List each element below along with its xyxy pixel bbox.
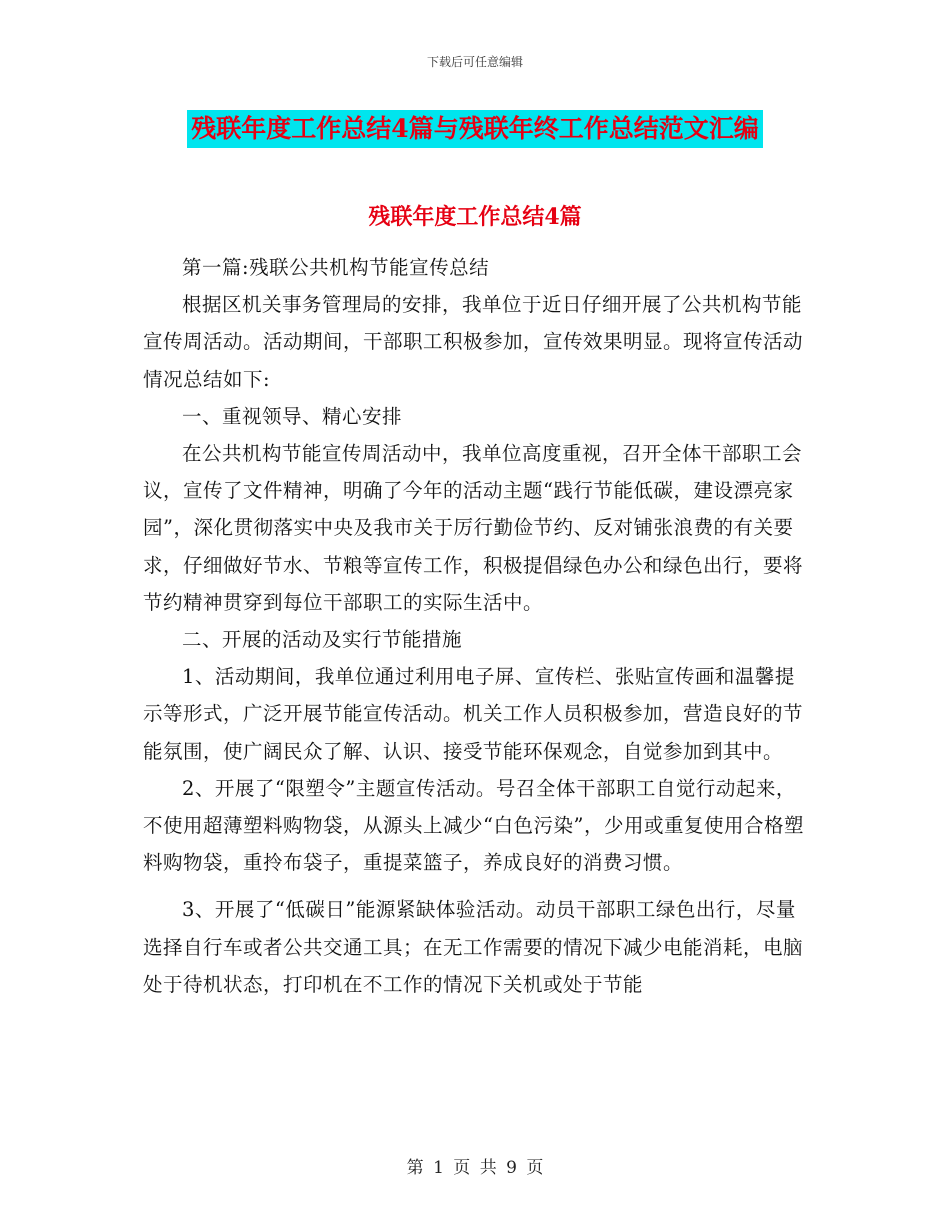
paragraph-heading-1: 一、重视领导、精心安排: [182, 404, 403, 428]
paragraph-section-title: 第一篇:残联公共机构节能宣传总结: [182, 256, 490, 279]
main-title-wrap: [0, 110, 950, 148]
document-body: [143, 223, 813, 1003]
page-number: 第 1 页 共 9 页: [406, 1158, 544, 1178]
paragraph-intro: 根据区机关事务管理局的安排，我单位于近日仔细开展了公共机构节能宣传周活动。活动期间，干部职工积极参加，宣传效果明显。现将宣传活动情况总结如下:: [143, 293, 804, 391]
paragraph-item-2: 2、开展了“限塑令”主题宣传活动。号召全体干部职工自觉行动起来，不使用超薄塑料购物袋，从源头上减少“白色污染”，少用或重复使用合格塑料购物袋，重拎布袋子，重提菜篮子，养成良好的消费习惯。: [143, 776, 804, 875]
sub-title: 残联年度工作总结4篇: [368, 204, 582, 230]
main-title: 残联年度工作总结4篇与残联年终工作总结范文汇编: [187, 110, 762, 148]
header-note: 下载后可任意编辑: [426, 55, 523, 69]
paragraph-item-1: 1、活动期间，我单位通过利用电子屏、宣传栏、张贴宣传画和温馨提示等形式，广泛开展节能宣传活动。机关工作人员积极参加，营造良好的节能氛围，使广阔民众了解、认识、接受节能环保观念，自觉参加到其中。: [143, 665, 804, 763]
paragraph-item-3: 3、开展了“低碳日”能源紧缺体验活动。动员干部职工绿色出行，尽量选择自行车或者公共交通工具；在无工作需要的情况下减少电能消耗，电脑处于待机状态，打印机在不工作的情况下关机或处于节能: [143, 898, 804, 996]
paragraph-body-1: 在公共机构节能宣传周活动中，我单位高度重视，召开全体干部职工会议，宣传了文件精神，明确了今年的活动主题“践行节能低碳，建设漂亮家园”，深化贯彻落实中央及我市关于厉行勤俭节约、反对铺张浪费的有关要求，仔细做好节水、节粮等宣传工作，积极提倡绿色办公和绿色出行，要将节约精神贯穿到每位干部职工的实际生活中。: [143, 442, 804, 614]
paragraph-heading-2: 二、开展的活动及实行节能措施: [182, 628, 463, 652]
